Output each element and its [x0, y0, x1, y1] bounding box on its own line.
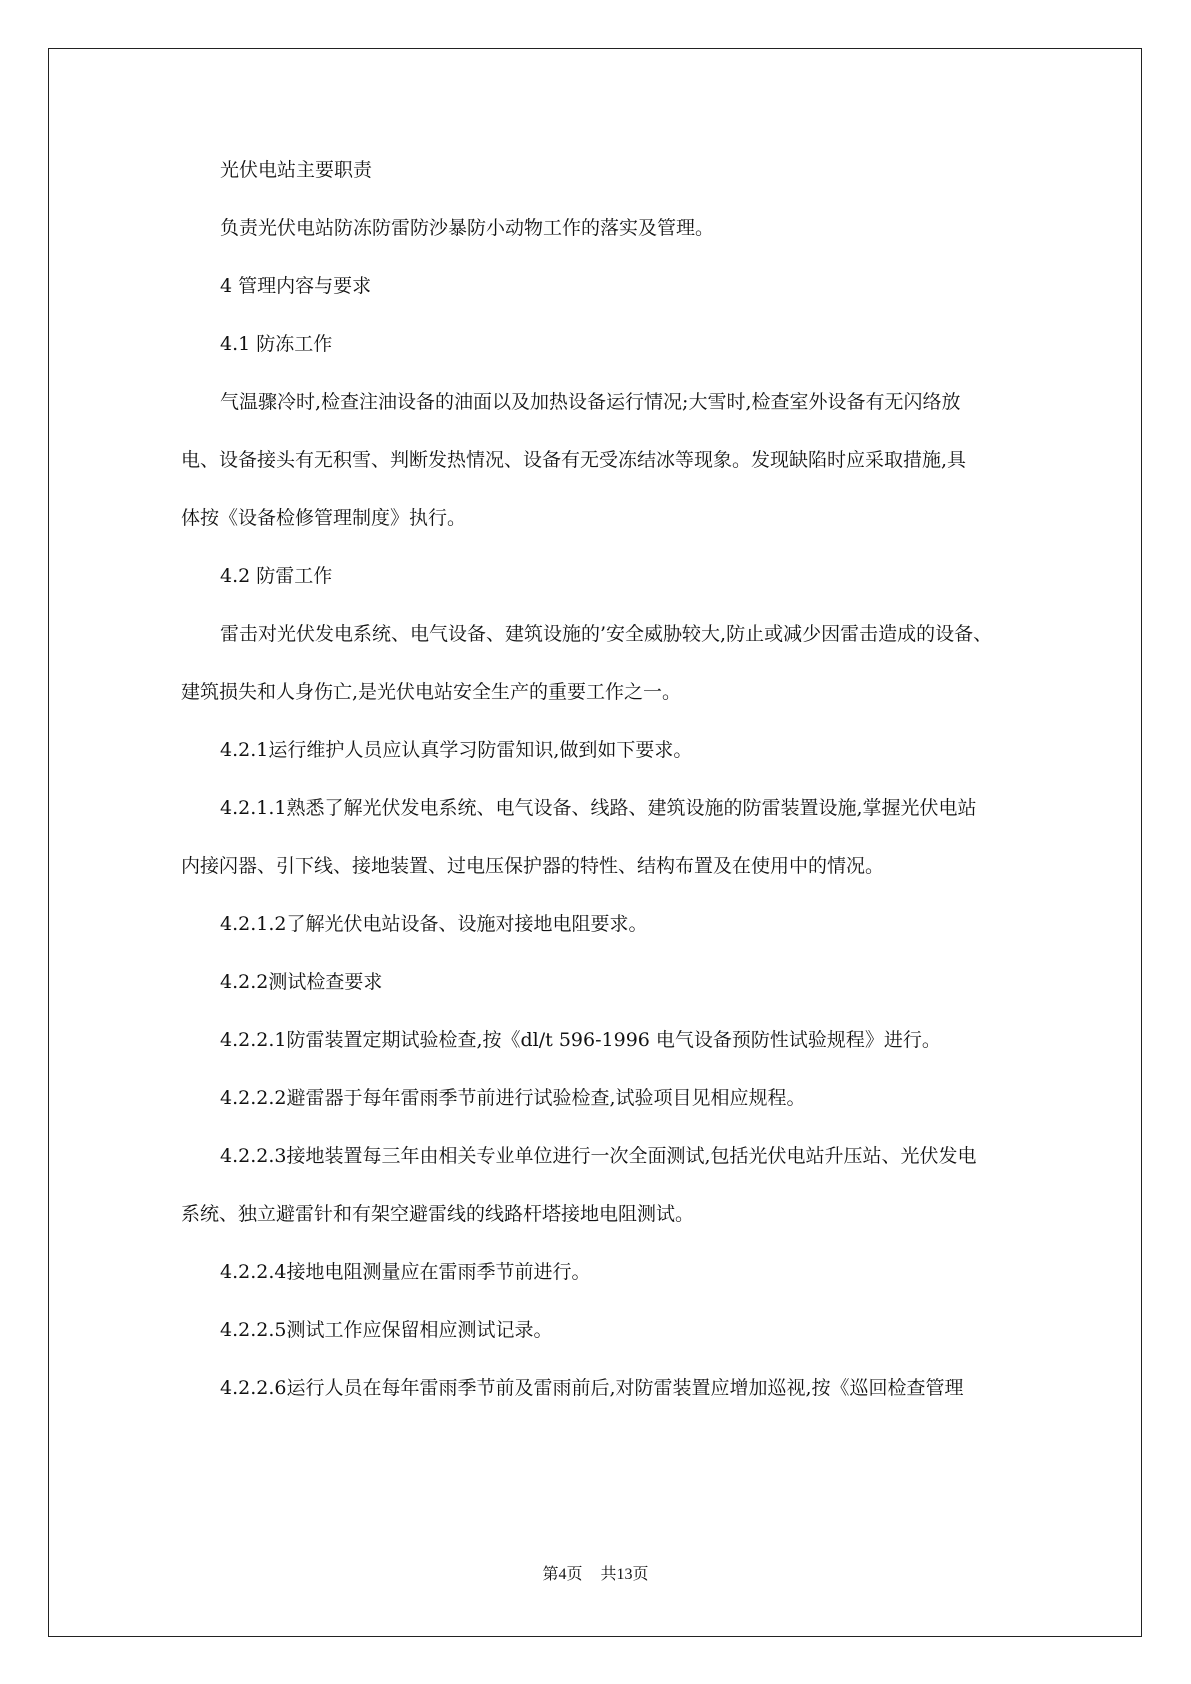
- clause-line: 内接闪器、引下线、接地装置、过电压保护器的特性、结构布置及在使用中的情况。: [181, 855, 885, 877]
- page-number: 第4页: [542, 1566, 583, 1583]
- clause-line: 系统、独立避雷针和有架空避雷线的线路杆塔接地电阻测试。: [181, 1203, 695, 1225]
- clause: 4.2.2.1防雷装置定期试验检查,按《dl/t 596-1996 电气设备预防性试验规程》进行。: [220, 1029, 941, 1051]
- section-heading: 4 管理内容与要求: [220, 275, 372, 297]
- paragraph-line: 雷击对光伏发电系统、电气设备、建筑设施的’安全威胁较大,防止或减少因雷击造成的设备、: [220, 623, 993, 645]
- subsection-heading: 4.2 防雷工作: [220, 565, 333, 587]
- section-heading: 光伏电站主要职责: [220, 159, 373, 181]
- paragraph-line: 电、设备接头有无积雪、判断发热情况、设备有无受冻结冰等现象。发现缺陷时应采取措施,具: [181, 449, 967, 471]
- clause-line: 4.2.2.3接地装置每三年由相关专业单位进行一次全面测试,包括光伏电站升压站、光伏发电: [220, 1145, 977, 1167]
- clause: 4.2.2.2避雷器于每年雷雨季节前进行试验检查,试验项目见相应规程。: [220, 1087, 806, 1109]
- page-footer: [0, 1565, 1191, 1585]
- paragraph-line: 气温骤冷时,检查注油设备的油面以及加热设备运行情况;大雪时,检查室外设备有无闪络放: [220, 391, 961, 413]
- subsection-heading: 4.1 防冻工作: [220, 333, 333, 355]
- paragraph-line: 建筑损失和人身伤亡,是光伏电站安全生产的重要工作之一。: [181, 681, 682, 703]
- paragraph: 负责光伏电站防冻防雷防沙暴防小动物工作的落实及管理。: [220, 217, 715, 239]
- clause: 4.2.2.5测试工作应保留相应测试记录。: [220, 1319, 553, 1341]
- clause: 4.2.1运行维护人员应认真学习防雷知识,做到如下要求。: [220, 739, 693, 761]
- clause: 4.2.2测试检查要求: [220, 971, 383, 993]
- clause-line: 4.2.1.1熟悉了解光伏发电系统、电气设备、线路、建筑设施的防雷装置设施,掌握光伏电站: [220, 797, 977, 819]
- clause: 4.2.2.4接地电阻测量应在雷雨季节前进行。: [220, 1261, 591, 1283]
- paragraph-line: 体按《设备检修管理制度》执行。: [181, 507, 467, 529]
- clause: 4.2.1.2了解光伏电站设备、设施对接地电阻要求。: [220, 913, 648, 935]
- clause-line: 4.2.2.6运行人员在每年雷雨季节前及雷雨前后,对防雷装置应增加巡视,按《巡回检查管理: [220, 1377, 964, 1399]
- page-total: 共13页: [600, 1566, 649, 1583]
